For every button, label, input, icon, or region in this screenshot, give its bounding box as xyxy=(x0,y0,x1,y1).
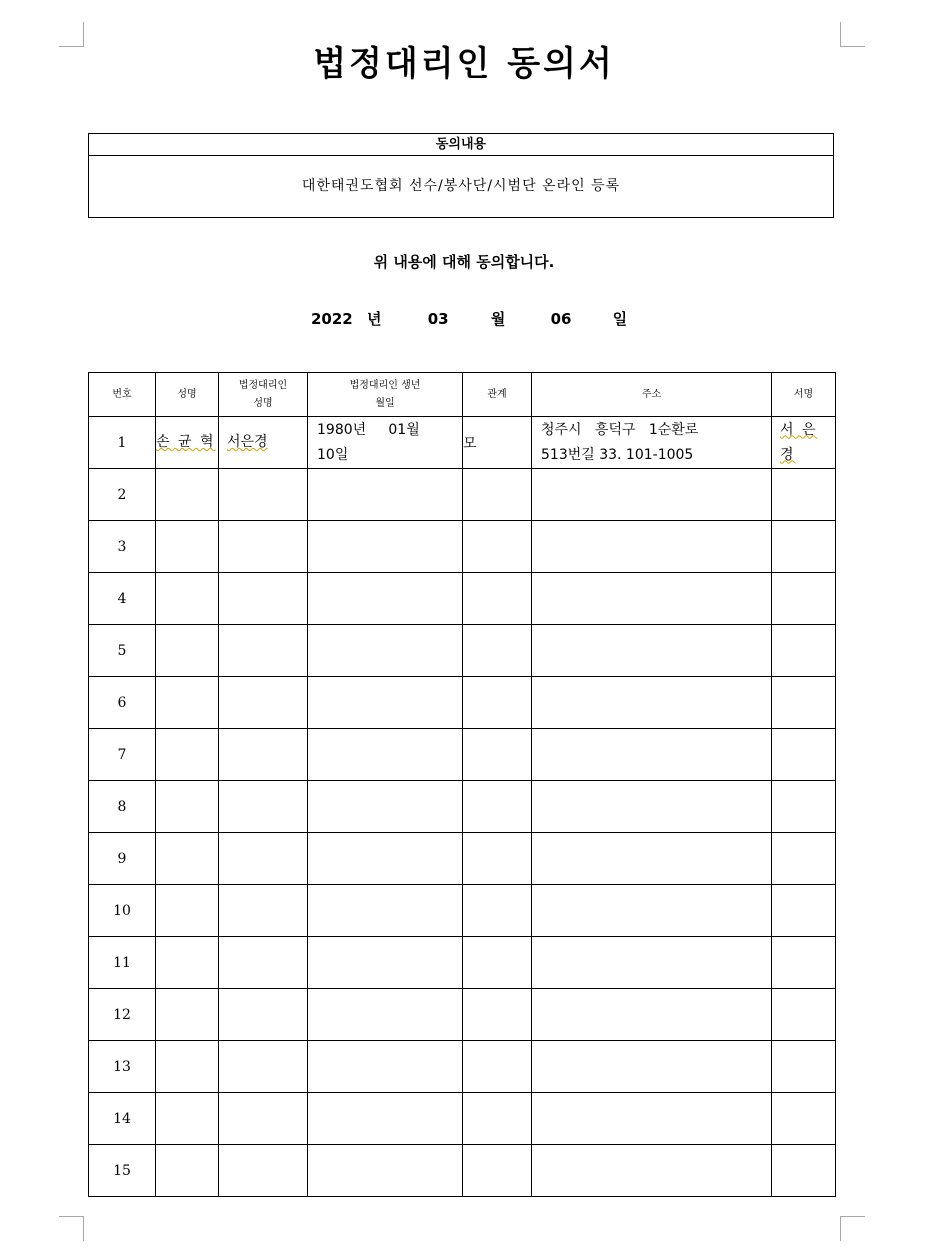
empty-cell xyxy=(772,1093,836,1145)
empty-cell xyxy=(219,521,308,573)
empty-cell xyxy=(219,781,308,833)
empty-cell xyxy=(532,729,772,781)
header-signature: 서명 xyxy=(772,373,836,417)
empty-cell xyxy=(156,521,219,573)
empty-cell xyxy=(532,677,772,729)
table-row xyxy=(89,677,836,729)
empty-cell xyxy=(463,625,532,677)
empty-cell xyxy=(308,989,463,1041)
empty-cell xyxy=(219,729,308,781)
table-row xyxy=(89,469,836,521)
empty-cell xyxy=(156,1041,219,1093)
date-day-unit: 일 xyxy=(612,310,628,328)
empty-cell xyxy=(463,469,532,521)
empty-cell xyxy=(219,885,308,937)
empty-cell xyxy=(156,1145,219,1197)
row-number: 11 xyxy=(89,937,156,989)
empty-cell xyxy=(532,1093,772,1145)
empty-cell xyxy=(219,1041,308,1093)
table-row xyxy=(89,989,836,1041)
empty-cell xyxy=(156,885,219,937)
empty-cell xyxy=(219,625,308,677)
empty-cell xyxy=(463,833,532,885)
empty-cell xyxy=(219,1145,308,1197)
empty-cell xyxy=(532,885,772,937)
empty-cell xyxy=(772,1145,836,1197)
relation: 모 xyxy=(463,417,532,469)
crop-mark-bottom-left xyxy=(59,1216,84,1241)
empty-cell xyxy=(308,521,463,573)
guardian-table xyxy=(88,372,836,1197)
date-year: 2022 xyxy=(311,310,353,328)
empty-cell xyxy=(772,937,836,989)
empty-cell xyxy=(156,781,219,833)
empty-cell xyxy=(156,833,219,885)
empty-cell xyxy=(463,885,532,937)
empty-cell xyxy=(772,1041,836,1093)
empty-cell xyxy=(308,937,463,989)
consent-header: 동의내용 xyxy=(89,134,833,156)
empty-cell xyxy=(532,781,772,833)
address-cell xyxy=(532,417,772,469)
empty-cell xyxy=(308,729,463,781)
row-number: 10 xyxy=(89,885,156,937)
row-number: 4 xyxy=(89,573,156,625)
empty-cell xyxy=(532,1041,772,1093)
empty-cell xyxy=(532,521,772,573)
header-relation: 관계 xyxy=(463,373,532,417)
address-line1: 청주시 흥덕구 1순환로 xyxy=(541,421,699,438)
empty-cell xyxy=(463,1093,532,1145)
header-guardian-birth: 법정대리인 생년월일 xyxy=(308,373,463,417)
guardian-name: 서은경 xyxy=(227,434,268,450)
row-number: 7 xyxy=(89,729,156,781)
guardian-birth-line2: 10일 xyxy=(317,446,349,463)
empty-cell xyxy=(532,469,772,521)
row-number: 5 xyxy=(89,625,156,677)
table-row xyxy=(89,781,836,833)
crop-mark-bottom-right xyxy=(840,1216,865,1241)
empty-cell xyxy=(532,625,772,677)
guardian-birth-cell xyxy=(308,417,463,469)
empty-cell xyxy=(308,781,463,833)
empty-cell xyxy=(772,469,836,521)
consent-content: 대한태권도협회 선수/봉사단/시범단 온라인 등록 xyxy=(301,178,621,194)
empty-cell xyxy=(463,781,532,833)
empty-cell xyxy=(772,781,836,833)
empty-cell xyxy=(532,937,772,989)
row-number: 8 xyxy=(89,781,156,833)
empty-cell xyxy=(463,1041,532,1093)
empty-cell xyxy=(463,677,532,729)
date-month-unit: 월 xyxy=(490,310,506,328)
empty-cell xyxy=(772,521,836,573)
empty-cell xyxy=(463,729,532,781)
empty-cell xyxy=(219,937,308,989)
empty-cell xyxy=(308,573,463,625)
table-row xyxy=(89,1093,836,1145)
table-row xyxy=(89,833,836,885)
table-row xyxy=(89,573,836,625)
document-title: 법정대리인 동의서 xyxy=(313,44,615,84)
consent-box xyxy=(88,133,834,218)
empty-cell xyxy=(772,989,836,1041)
empty-cell xyxy=(308,833,463,885)
empty-cell xyxy=(156,677,219,729)
student-name: 손 균 혁 xyxy=(156,417,219,469)
empty-cell xyxy=(219,573,308,625)
empty-cell xyxy=(219,677,308,729)
empty-cell xyxy=(219,469,308,521)
signature: 서 은 경 xyxy=(772,417,836,469)
header-no: 번호 xyxy=(89,373,156,417)
table-row xyxy=(89,729,836,781)
empty-cell xyxy=(156,1093,219,1145)
empty-cell xyxy=(156,469,219,521)
row-number: 3 xyxy=(89,521,156,573)
empty-cell xyxy=(156,729,219,781)
empty-cell xyxy=(308,677,463,729)
table-row xyxy=(89,1041,836,1093)
row-number: 1 xyxy=(89,417,156,469)
empty-cell xyxy=(308,625,463,677)
empty-cell xyxy=(308,1145,463,1197)
empty-cell xyxy=(772,625,836,677)
empty-cell xyxy=(463,1145,532,1197)
table-row xyxy=(89,885,836,937)
empty-cell xyxy=(308,885,463,937)
empty-cell xyxy=(532,573,772,625)
empty-cell xyxy=(532,833,772,885)
empty-cell xyxy=(772,729,836,781)
empty-cell xyxy=(772,677,836,729)
empty-cell xyxy=(772,885,836,937)
empty-cell xyxy=(156,573,219,625)
empty-cell xyxy=(772,833,836,885)
empty-cell xyxy=(219,833,308,885)
empty-cell xyxy=(156,989,219,1041)
empty-cell xyxy=(308,1093,463,1145)
row-number: 6 xyxy=(89,677,156,729)
header-name: 성명 xyxy=(156,373,219,417)
empty-cell xyxy=(308,469,463,521)
date-line xyxy=(311,308,627,329)
empty-cell xyxy=(463,989,532,1041)
header-guardian-name: 법정대리인 성명 xyxy=(219,373,308,417)
empty-cell xyxy=(463,521,532,573)
row-number: 2 xyxy=(89,469,156,521)
agreement-statement: 위 내용에 대해 동의합니다. xyxy=(373,253,555,271)
row-number: 9 xyxy=(89,833,156,885)
empty-cell xyxy=(219,1093,308,1145)
row-number: 12 xyxy=(89,989,156,1041)
empty-cell xyxy=(772,573,836,625)
table-row xyxy=(89,625,836,677)
date-month: 03 xyxy=(427,310,449,328)
empty-cell xyxy=(156,625,219,677)
date-day: 06 xyxy=(550,310,572,328)
row-number: 15 xyxy=(89,1145,156,1197)
empty-cell xyxy=(156,937,219,989)
empty-cell xyxy=(463,937,532,989)
empty-cell xyxy=(532,1145,772,1197)
empty-cell xyxy=(463,573,532,625)
table-header-row xyxy=(89,373,836,417)
address-line2: 513번길 33. 101-1005 xyxy=(541,446,694,463)
guardian-name-cell xyxy=(219,417,308,469)
empty-cell xyxy=(532,989,772,1041)
table-row xyxy=(89,937,836,989)
row-number: 13 xyxy=(89,1041,156,1093)
guardian-birth-line1: 1980년 01월 xyxy=(317,421,420,438)
table-row xyxy=(89,417,836,469)
header-address: 주소 xyxy=(532,373,772,417)
table-row xyxy=(89,521,836,573)
date-year-unit: 년 xyxy=(366,310,382,328)
table-row xyxy=(89,1145,836,1197)
empty-cell xyxy=(219,989,308,1041)
empty-cell xyxy=(308,1041,463,1093)
row-number: 14 xyxy=(89,1093,156,1145)
